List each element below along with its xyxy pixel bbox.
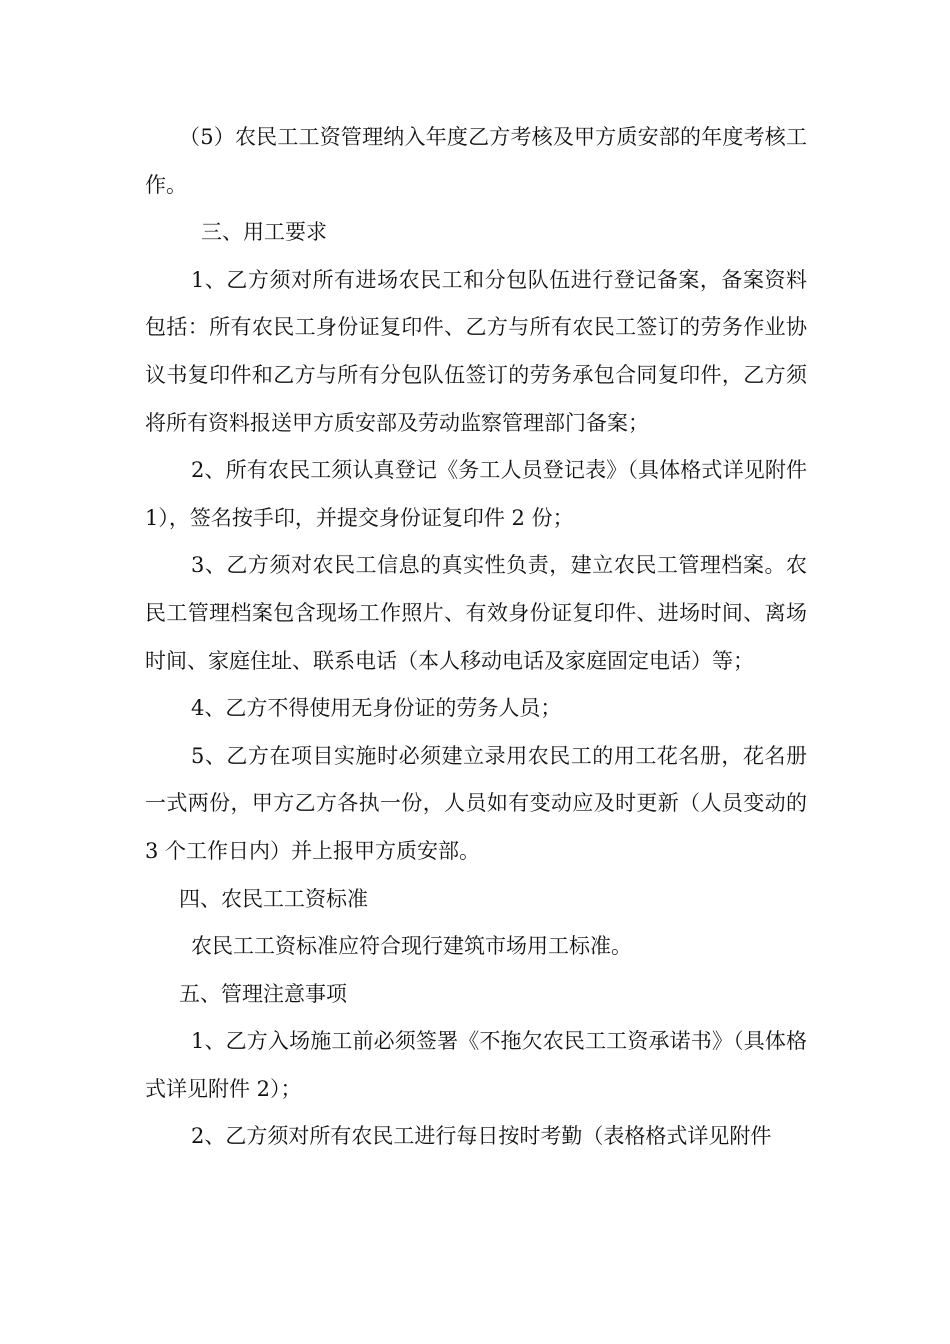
paragraph-worker-archive: 3、乙方须对农民工信息的真实性负责，建立农民工管理档案。农民工管理档案包含现场工作照片、有效身份证复印件、进场时间、离场时间、家庭住址、联系电话（本人移动电话及家庭固定电话）等； [145, 553, 807, 673]
paragraph-registration-filing: 1、乙方须对所有进场农民工和分包队伍进行登记备案，备案资料包括：所有农民工身份证复印件、乙方与所有农民工签订的劳务作业协议书复印件和乙方与所有分包队伍签订的劳务承包合同复印件，乙方须将所有资料报送甲方质安部及劳动监察管理部门备案； [145, 267, 807, 435]
section-heading-management-notes: 五、管理注意事项 [179, 981, 347, 1006]
paragraph-daily-attendance: 2、乙方须对所有农民工进行每日按时考勤（表格格式详见附件 [191, 1124, 772, 1149]
paragraph-worker-registration-form: 2、所有农民工须认真登记《务工人员登记表》（具体格式详见附件 1），签名按手印，并提交身份证复印件 2 份； [145, 458, 807, 530]
paragraph-commitment-letter: 1、乙方入场施工前必须签署《不拖欠农民工工资承诺书》（具体格式详见附件 2）； [145, 1029, 807, 1101]
document-body [145, 114, 807, 1161]
section-heading-employment-requirements: 三、用工要求 [201, 220, 327, 245]
section-heading-wage-standard: 四、农民工工资标准 [179, 886, 368, 911]
paragraph-roster: 5、乙方在项目实施时必须建立录用农民工的用工花名册，花名册一式两份，甲方乙方各执一份，人员如有变动应及时更新（人员变动的 3 个工作日内）并上报甲方质安部。 [145, 743, 807, 863]
paragraph-wage-management-assessment: （5）农民工工资管理纳入年度乙方考核及甲方质安部的年度考核工作。 [145, 125, 807, 197]
paragraph-wage-standard: 农民工工资标准应符合现行建筑市场用工标准。 [191, 934, 632, 959]
paragraph-no-id-workers: 4、乙方不得使用无身份证的劳务人员； [191, 696, 562, 721]
